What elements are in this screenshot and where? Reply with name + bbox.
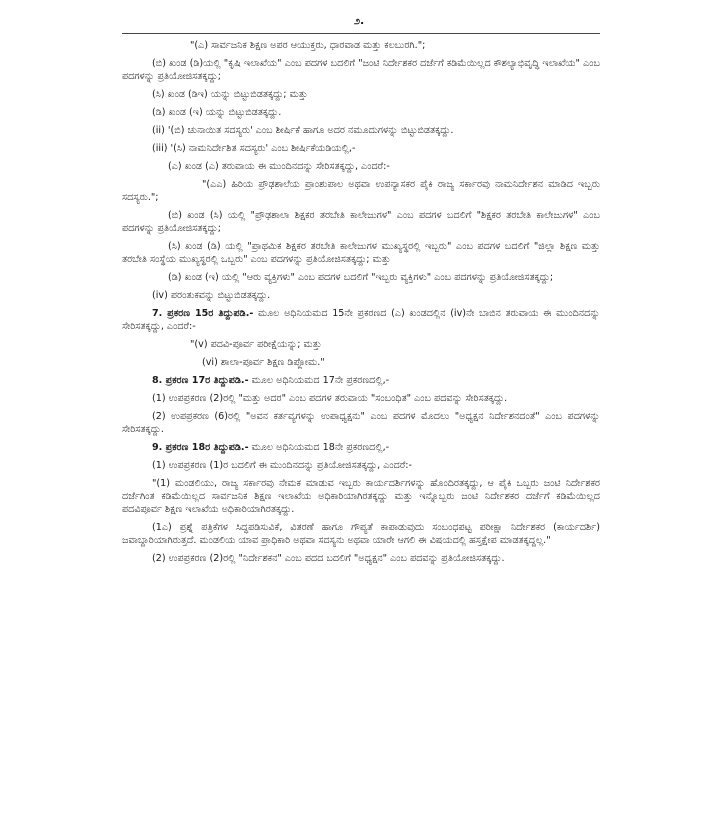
paragraph: (2) ಉಪಪ್ರಕರಣ (2)ರಲ್ಲಿ "ನಿರ್ದೇಶಕನ" ಎಂಬ ಪದದ ಬದಲಿಗೆ "ಅಧ್ಯಕ್ಷನ" ಎಂಬ ಪದವನ್ನು ಪ್ರತಿಯೋಜಿಸತಕ್ಕದ್ದು. xyxy=(152,553,505,564)
section-9 xyxy=(122,441,600,454)
paragraph: (1ಎ) ಪ್ರಶ್ನೆ ಪತ್ರಿಕೆಗಳ ಸಿದ್ಧಪಡಿಸುವಿಕೆ, ವಿತರಣೆ ಹಾಗೂ ಗೌಪ್ಯತೆ ಕಾಪಾಡುವುದು ಸಂಬಂಧಪಟ್ಟ ಪರೀಕ್ಷಾ ನಿರ್ದೇಶಕರ (ಕಾರ್ಯದರ್ಶಿ) ಜವಾಬ್ದಾರಿಯಾಗಿರುತ್ತದೆ. ಮಂಡಲಿಯ ಯಾವ ಪ್ರಾಧಿಕಾರಿ ಅಥವಾ ಸದಸ್ಯನು ಅಥವಾ ಯಾರೇ ಆಗಲಿ ಈ ವಿಷಯದಲ್ಲಿ ಹಸ್ತಕ್ಷೇಪ ಮಾಡತಕ್ಕದ್ದಲ್ಲ." xyxy=(122,522,600,546)
paragraph: "(1) ಮಂಡಲಿಯು, ರಾಜ್ಯ ಸರ್ಕಾರವು ನೇಮಕ ಮಾಡುವ ಇಬ್ಬರು ಕಾರ್ಯದರ್ಶಿಗಳನ್ನು ಹೊಂದಿರತಕ್ಕದ್ದು, ಆ ಪೈಕಿ ಒಬ್ಬರು ಜಂಟಿ ನಿರ್ದೇಶಕರ ದರ್ಜೆಗಿಂತ ಕಡಿಮೆಯಿಲ್ಲದ ಸಾರ್ವಜನಿಕ ಶಿಕ್ಷಣ ಇಲಾಖೆಯ ಅಧಿಕಾರಿಯಾಗಿರತಕ್ಕದ್ದು ಮತ್ತು ಇನ್ನೊಬ್ಬರು ಜಂಟಿ ನಿರ್ದೇಶಕರ ದರ್ಜೆಗೆ ಕಡಿಮೆಯಿಲ್ಲದ ಪದವಿಪೂರ್ವ ಶಿಕ್ಷಣ ಇಲಾಖೆಯ ಅಧಿಕಾರಿಯಾಗಿರತಕ್ಕದ್ದು. xyxy=(122,478,600,515)
page-number: ೨. xyxy=(353,14,365,27)
paragraph: (ಬಿ) ಖಂಡ (ಡಿ)ಯಲ್ಲಿ "ಕೃಷಿ ಇಲಾಖೆಯ" ಎಂಬ ಪದಗಳ ಬದಲಿಗೆ "ಜಂಟಿ ನಿರ್ದೇಶಕರ ದರ್ಜೆಗೆ ಕಡಿಮೆಯಿಲ್ಲದ ಕೌಶಲ್ಯಾಭಿವೃದ್ಧಿ ಇಲಾಖೆಯ" ಎಂಬ ಪದಗಳನ್ನು ಪ್ರತಿಯೋಜಿಸತಕ್ಕದ್ದು; xyxy=(122,58,600,82)
section-heading: 9. ಪ್ರಕರಣ 18ರ ತಿದ್ದುಪಡಿ.- xyxy=(152,442,249,453)
paragraph: (ಡಿ) ಖಂಡ (ಇ) ಯಲ್ಲಿ "ಆರು ವ್ಯಕ್ತಿಗಳು" ಎಂಬ ಪದಗಳ ಬದಲಿಗೆ "ಇಬ್ಬರು ವ್ಯಕ್ತಿಗಳು" ಎಂಬ ಪದಗಳನ್ನು ಪ್ರತಿಯೋಜಿಸತಕ್ಕದ್ದು; xyxy=(168,272,554,283)
paragraph: (2) ಉಪಪ್ರಕರಣ (6)ರಲ್ಲಿ "ಅವನ ಕರ್ತವ್ಯಗಳನ್ನು ಉಪಾಧ್ಯಕ್ಷನು" ಎಂಬ ಪದಗಳ ಮೊದಲು "ಅಧ್ಯಕ್ಷನ ನಿರ್ದೇಶನದಂತೆ" ಎಂಬ ಪದಗಳನ್ನು ಸೇರಿಸತಕ್ಕದ್ದು. xyxy=(122,411,600,435)
paragraph: (ಎ) ಖಂಡ (ಎ) ತರುವಾಯ ಈ ಮುಂದಿನದನ್ನು ಸೇರಿಸತಕ್ಕದ್ದು, ಎಂದರೆ:- xyxy=(168,161,390,172)
header-rule xyxy=(122,33,600,34)
section-text: ಮೂಲ ಅಧಿನಿಯಮದ 17ನೇ ಪ್ರಕರಣದಲ್ಲಿ,- xyxy=(248,375,390,386)
section-heading: 7. ಪ್ರಕರಣ 15ರ ತಿದ್ದುಪಡಿ.- xyxy=(152,308,254,319)
paragraph: (ಬಿ) ಖಂಡ (ಸಿ) ಯಲ್ಲಿ "ಪ್ರೌಢಶಾಲಾ ಶಿಕ್ಷಕರ ತರಬೇತಿ ಕಾಲೇಜುಗಳ" ಎಂಬ ಪದಗಳ ಬದಲಿಗೆ "ಶಿಕ್ಷಕರ ತರಬೇತಿ ಕಾಲೇಜುಗಳ" ಎಂಬ ಪದಗಳನ್ನು ಪ್ರತಿಯೋಜಿಸತಕ್ಕದ್ದು; xyxy=(122,210,600,234)
paragraph: (ಸಿ) ಖಂಡ (ಡಿಇ) ಯನ್ನು ಬಿಟ್ಟುಬಿಡತಕ್ಕದ್ದು; ಮತ್ತು xyxy=(152,89,308,100)
section-7 xyxy=(122,307,600,333)
paragraph: (ಸಿ) ಖಂಡ (ಡಿ) ಯಲ್ಲಿ "ಪ್ರಾಥಮಿಕ ಶಿಕ್ಷಕರ ತರಬೇತಿ ಕಾಲೇಜುಗಳ ಮುಖ್ಯಸ್ಥರಲ್ಲಿ ಇಬ್ಬರು" ಎಂಬ ಪದಗಳ ಬದಲಿಗೆ "ಜಿಲ್ಲಾ ಶಿಕ್ಷಣ ಮತ್ತು ತರಬೇತಿ ಸಂಸ್ಥೆಯ ಮುಖ್ಯಸ್ಥರಲ್ಲಿ ಒಬ್ಬರು" ಎಂಬ ಪದಗಳನ್ನು ಪ್ರತಿಯೋಜಿಸತಕ್ಕದ್ದು; ಮತ್ತು xyxy=(122,241,600,265)
paragraph: (iv) ಪರಂತುಕವನ್ನು ಬಿಟ್ಟುಬಿಡತಕ್ಕದ್ದು. xyxy=(152,290,271,301)
section-text: ಮೂಲ ಅಧಿನಿಯಮದ 15ನೇ ಪ್ರಕರಣದ (ಎ) ಖಂಡದಲ್ಲಿನ (iv)ನೇ ಬಾಬಿನ ತರುವಾಯ ಈ ಮುಂದಿನದನ್ನು ಸೇರಿಸತಕ್ಕದ್ದು, ಎಂದರೆ:- xyxy=(122,308,600,332)
paragraph: (ii) '(ಬಿ) ಚುನಾಯಿತ ಸದಸ್ಯರು' ಎಂಬ ಶೀರ್ಷಿಕೆ ಹಾಗೂ ಅದರ ನಮೂದುಗಳನ್ನು ಬಿಟ್ಟುಬಿಡತಕ್ಕದ್ದು. xyxy=(152,125,454,136)
document-body xyxy=(122,39,600,565)
paragraph: "(v) ಪದವಿ-ಪೂರ್ವ ಪರೀಕ್ಷೆಯನ್ನು; ಮತ್ತು xyxy=(190,339,322,350)
paragraph: (1) ಉಪಪ್ರಕರಣ (2)ರಲ್ಲಿ "ಮತ್ತು ಅದರ" ಎಂಬ ಪದಗಳ ತರುವಾಯ "ಸಂಬಂಧಿತ" ಎಂಬ ಪದವನ್ನು ಸೇರಿಸತಕ್ಕದ್ದು. xyxy=(152,393,508,404)
paragraph: (vi) ಶಾಲಾ-ಪೂರ್ವ ಶಿಕ್ಷಣ ಡಿಪ್ಲೋಮ." xyxy=(202,357,325,368)
paragraph: "(ಎಎ) ಹಿರಿಯ ಪ್ರೌಢಶಾಲೆಯ ಪ್ರಾಂಶುಪಾಲ ಅಥವಾ ಉಪನ್ಯಾಸಕರ ಪೈಕಿ ರಾಜ್ಯ ಸರ್ಕಾರವು ನಾಮನಿರ್ದೇಶನ ಮಾಡಿದ ಇಬ್ಬರು ಸದಸ್ಯರು."; xyxy=(122,179,600,203)
paragraph: "(ಎ) ಸಾರ್ವಜನಿಕ ಶಿಕ್ಷಣ ಅಪರ ಆಯುಕ್ತರು, ಧಾರವಾಡ ಮತ್ತು ಕಲಬುರಗಿ."; xyxy=(190,40,426,51)
section-heading: 8. ಪ್ರಕರಣ 17ರ ತಿದ್ದುಪಡಿ.- xyxy=(152,375,249,386)
section-text: ಮೂಲ ಅಧಿನಿಯಮದ 18ನೇ ಪ್ರಕರಣದಲ್ಲಿ,- xyxy=(248,442,390,453)
paragraph: (ಡಿ) ಖಂಡ (ಇ) ಯನ್ನು ಬಿಟ್ಟುಬಿಡತಕ್ಕದ್ದು. xyxy=(152,107,282,118)
paragraph: (1) ಉಪಪ್ರಕರಣ (1)ರ ಬದಲಿಗೆ ಈ ಮುಂದಿನದನ್ನು ಪ್ರತಿಯೋಜಿಸತಕ್ಕದ್ದು, ಎಂದರೆ:- xyxy=(152,460,412,471)
paragraph: (iii) '(ಸಿ) ನಾಮನಿರ್ದೇಶಿತ ಸದಸ್ಯರು' ಎಂಬ ಶೀರ್ಷಿಕೆಯಡಿಯಲ್ಲಿ,- xyxy=(152,143,356,154)
section-8 xyxy=(122,374,600,387)
